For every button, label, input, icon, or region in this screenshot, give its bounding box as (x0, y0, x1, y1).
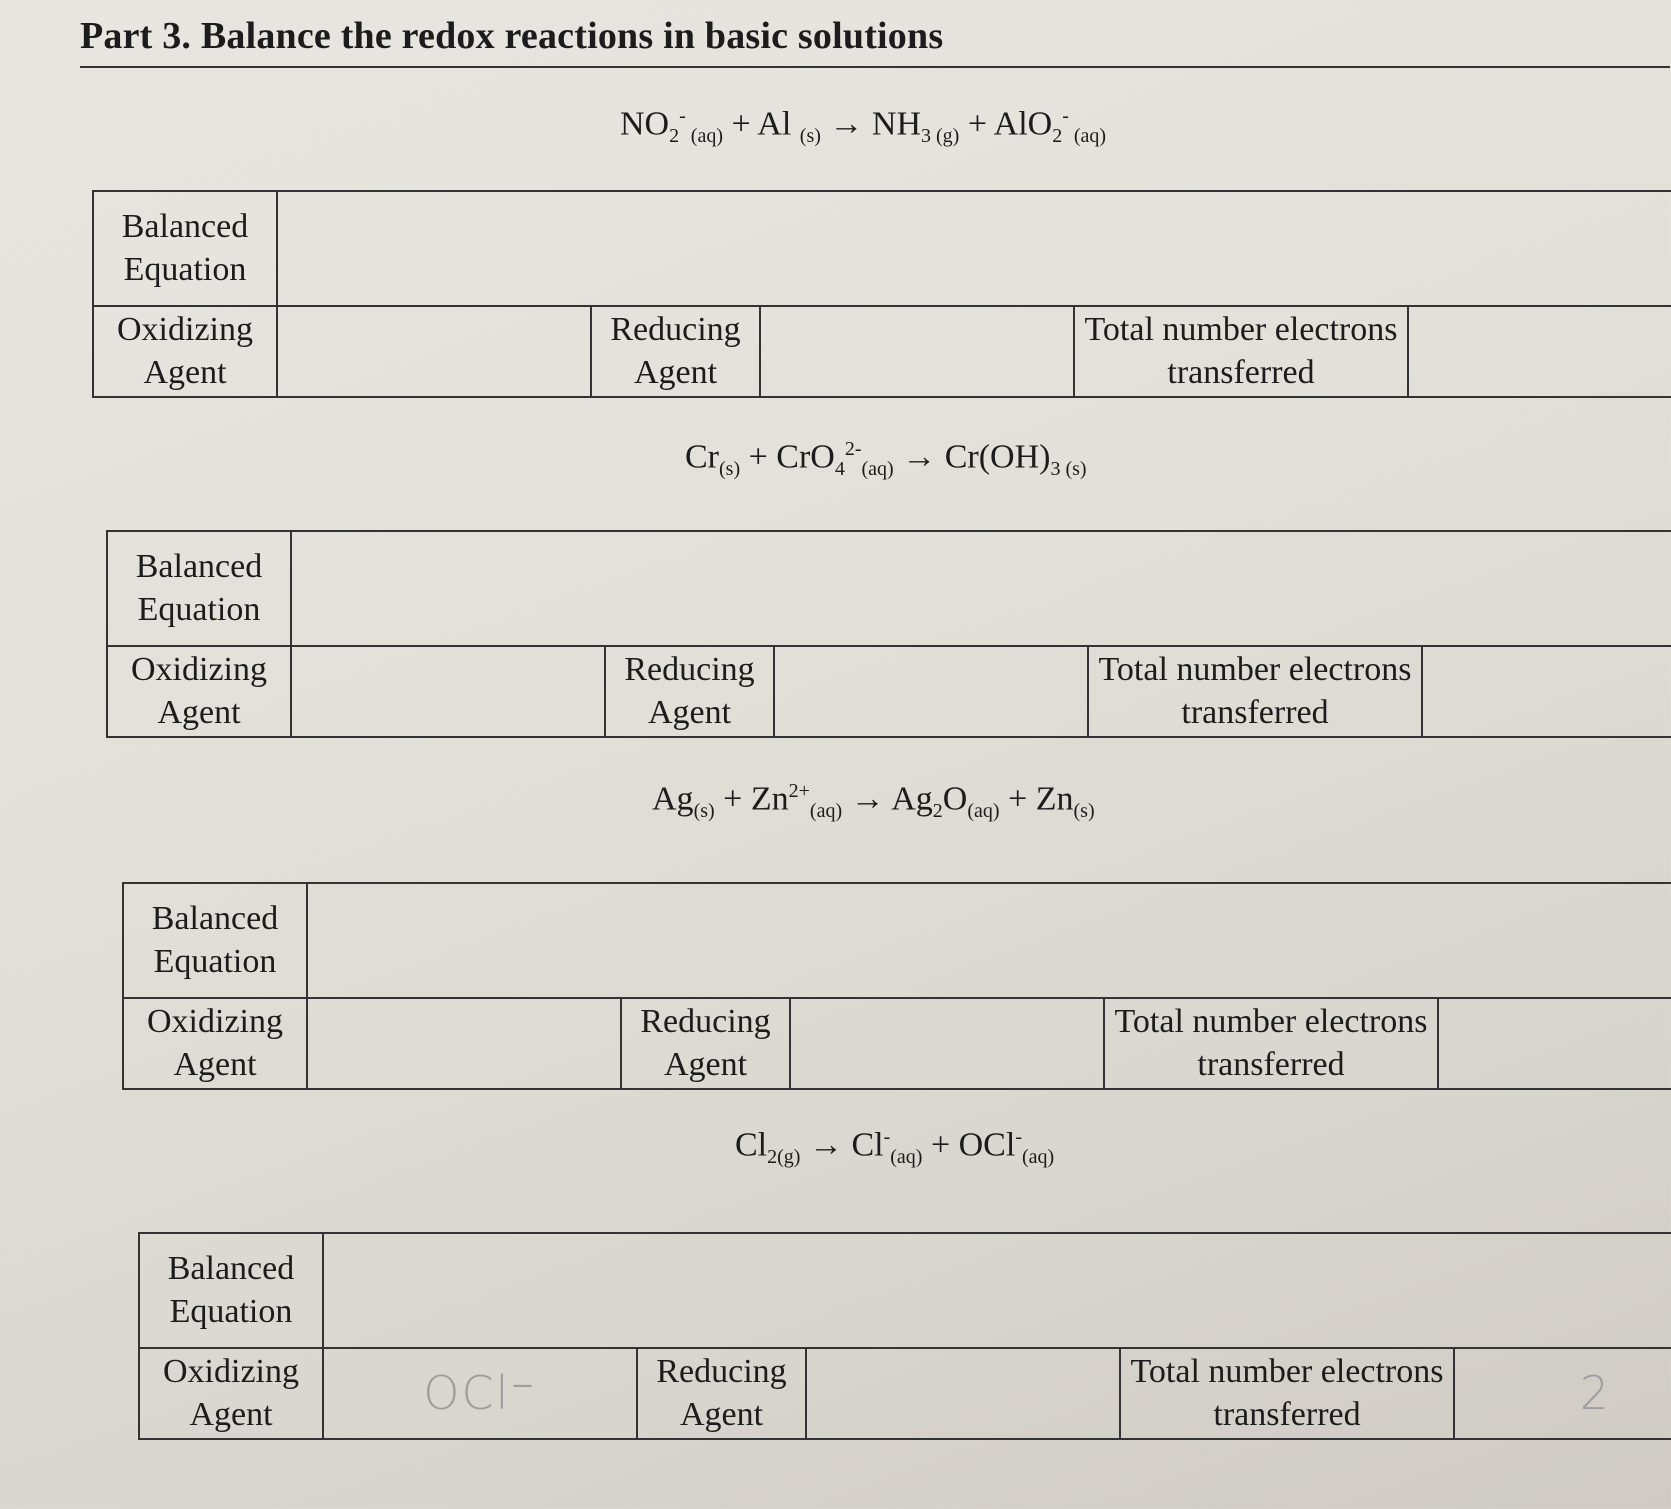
reducing-agent-field[interactable] (774, 646, 1088, 737)
answer-table-2 (106, 530, 1671, 735)
reducing-agent-field[interactable] (760, 306, 1074, 397)
reaction-equation-4: $Cl_{2(g)} \to Cl^-_{(aq)} + OCl^-_{(aq)}$ (735, 1126, 1055, 1169)
oxidizing-agent-label: Oxidizing Agent (107, 646, 291, 737)
total-electrons-label: Total number electrons transferred (1104, 998, 1438, 1089)
balanced-equation-field[interactable] (277, 191, 1671, 306)
reducing-agent-label: Reducing Agent (591, 306, 760, 397)
oxidizing-agent-field[interactable] (291, 646, 605, 737)
balanced-equation-field[interactable] (323, 1233, 1671, 1348)
reducing-agent-field[interactable] (806, 1348, 1120, 1439)
reducing-agent-field[interactable] (790, 998, 1104, 1089)
total-electrons-field[interactable] (1422, 646, 1671, 737)
balanced-equation-field[interactable] (307, 883, 1671, 998)
total-electrons-label: Total number electrons transferred (1120, 1348, 1454, 1439)
reaction-equation-3: $Ag_{(s)} + Zn^{2+}_{(aq)} \to Ag_2O_{(aq)} + Zn_{(s)}$ (652, 780, 1095, 823)
answer-table-4 (138, 1232, 1671, 1437)
oxidizing-agent-label: Oxidizing Agent (139, 1348, 323, 1439)
answer-table-3 (122, 882, 1671, 1087)
reducing-agent-label: Reducing Agent (605, 646, 774, 737)
balanced-equation-label: Balanced Equation (123, 883, 307, 998)
oxidizing-agent-label: Oxidizing Agent (93, 306, 277, 397)
oxidizing-agent-field[interactable]: OCl⁻ (323, 1348, 637, 1439)
reducing-agent-label: Reducing Agent (621, 998, 790, 1089)
total-electrons-field[interactable] (1438, 998, 1671, 1089)
total-electrons-field[interactable]: 2 (1454, 1348, 1671, 1439)
balanced-equation-label: Balanced Equation (107, 531, 291, 646)
total-electrons-field[interactable] (1408, 306, 1671, 397)
balanced-equation-label: Balanced Equation (139, 1233, 323, 1348)
page-title: Part 3. Balance the redox reactions in basic solutions (80, 14, 1670, 68)
oxidizing-agent-label: Oxidizing Agent (123, 998, 307, 1089)
reaction-equation-2: $Cr_{(s)} + CrO_4^{2-}_{(aq)} \to Cr(OH)_{3 (s)}$ (685, 438, 1087, 481)
reducing-agent-label: Reducing Agent (637, 1348, 806, 1439)
total-electrons-label: Total number electrons transferred (1088, 646, 1422, 737)
oxidizing-agent-field[interactable] (307, 998, 621, 1089)
total-electrons-label: Total number electrons transferred (1074, 306, 1408, 397)
oxidizing-agent-field[interactable] (277, 306, 591, 397)
answer-table-1 (92, 190, 1671, 395)
reaction-equation-1: $NO_2^-$ $_{(aq)}$ + Al $_{(s)} \to NH_{3 (g)} + AlO_2^-$ $_{(aq)}$ (620, 105, 1107, 148)
balanced-equation-field[interactable] (291, 531, 1671, 646)
balanced-equation-label: Balanced Equation (93, 191, 277, 306)
